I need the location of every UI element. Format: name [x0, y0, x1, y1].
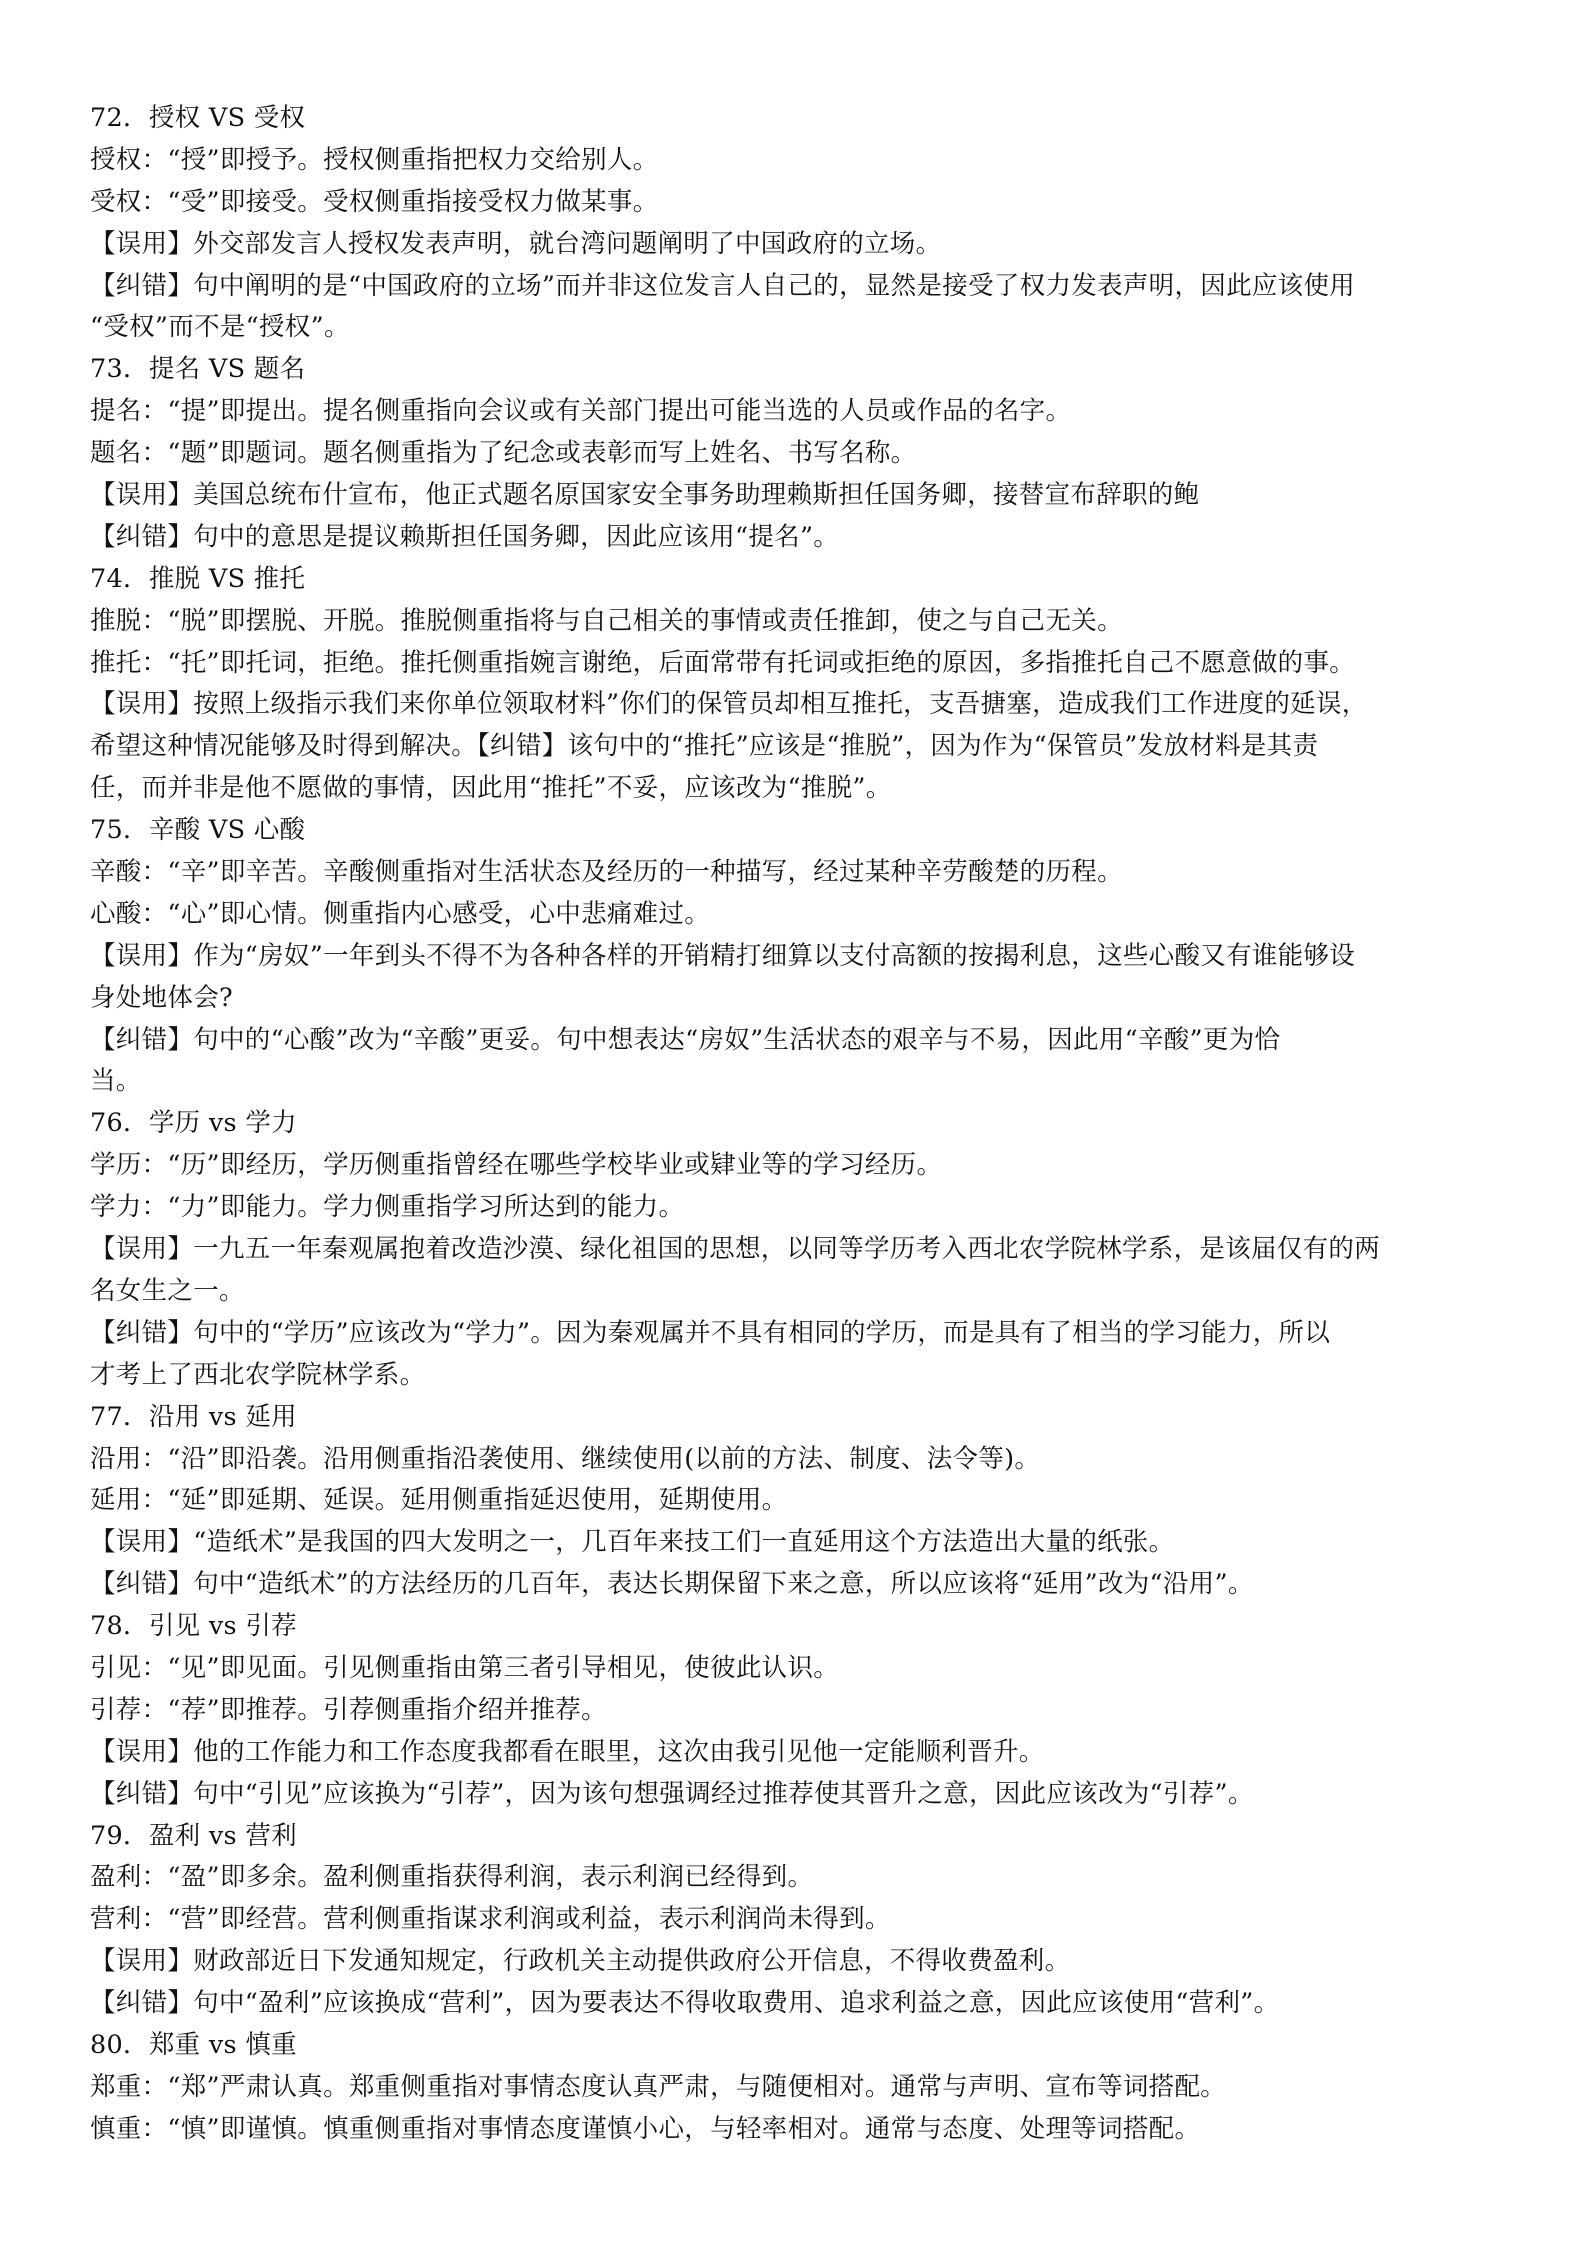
text-line: 【纠错】句中“造纸术”的方法经历的几百年，表达长期保留下来之意，所以应该将“延用”改为“沿用”。	[90, 1569, 1254, 1600]
text-line: 辛酸：“辛”即辛苦。辛酸侧重指对生活状态及经历的一种描写，经过某种辛劳酸楚的历程。	[90, 857, 1123, 888]
text-line: 【误用】他的工作能力和工作态度我都看在眼里，这次由我引见他一定能顺利晋升。	[90, 1736, 1045, 1767]
text-line: 【误用】一九五一年秦观属抱着改造沙漠、绿化祖国的思想，以同等学历考入西北农学院林学系，是该届仅有的两	[90, 1234, 1381, 1265]
section-heading: 75．辛酸 VS 心酸	[90, 815, 306, 846]
text-line: 【纠错】句中“盈利”应该换成“营利”，因为要表达不得收取费用、追求利益之意，因此应该使用“营利”。	[90, 1988, 1280, 2019]
section-heading: 73．提名 VS 题名	[90, 354, 306, 385]
section-heading: 76．学历 vs 学力	[90, 1108, 297, 1139]
section-heading: 79．盈利 vs 营利	[90, 1820, 297, 1851]
text-line: 【误用】“造纸术”是我国的四大发明之一，几百年来技工们一直延用这个方法造出大量的纸张。	[90, 1527, 1175, 1558]
text-line: 身处地体会?	[90, 982, 233, 1013]
text-line: 郑重：“郑”严肃认真。郑重侧重指对事情态度认真严肃，与随便相对。通常与声明、宣布等词搭配。	[90, 2071, 1227, 2102]
text-line: 希望这种情况能够及时得到解决。【纠错】该句中的“推托”应该是“推脱”，因为作为“保管员”发放材料是其责	[90, 731, 1319, 762]
text-line: 【误用】财政部近日下发通知规定，行政机关主动提供政府公开信息，不得收费盈利。	[90, 1946, 1071, 1977]
document-body	[90, 98, 1510, 2151]
text-line: 名女生之一。	[90, 1275, 245, 1306]
text-line: 引荐：“荐”即推荐。引荐侧重指介绍并推荐。	[90, 1694, 607, 1725]
text-line: 受权：“受”即接受。受权侧重指接受权力做某事。	[90, 186, 659, 217]
text-line: 【纠错】句中的“心酸”改为“辛酸”更妥。句中想表达“房奴”生活状态的艰辛与不易，因此用“辛酸”更为恰	[90, 1024, 1281, 1055]
text-line: 提名：“提”即提出。提名侧重指向会议或有关部门提出可能当选的人员或作品的名字。	[90, 396, 1072, 427]
section-heading: 78．引见 vs 引荐	[90, 1611, 297, 1642]
text-line: 营利：“营”即经营。营利侧重指谋求利润或利益，表示利润尚未得到。	[90, 1904, 891, 1935]
section-heading: 77．沿用 vs 延用	[90, 1401, 297, 1432]
text-line: 引见：“见”即见面。引见侧重指由第三者引导相见，使彼此认识。	[90, 1652, 840, 1683]
text-line: 延用：“延”即延期、延误。延用侧重指延迟使用，延期使用。	[90, 1485, 788, 1516]
text-line: 授权：“授”即授予。授权侧重指把权力交给别人。	[90, 144, 659, 175]
text-line: 【纠错】句中的“学历”应该改为“学力”。因为秦观属并不具有相同的学历，而是具有了相当的学习能力，所以	[90, 1317, 1331, 1348]
section-heading: 74．推脱 VS 推托	[90, 563, 306, 594]
text-line: 【误用】按照上级指示我们来你单位领取材料”你们的保管员却相互推托，支吾搪塞，造成我们工作进度的延误，	[90, 689, 1368, 720]
text-line: 当。	[90, 1066, 142, 1097]
text-line: 推托：“托”即托词，拒绝。推托侧重指婉言谢绝，后面常带有托词或拒绝的原因，多指推托自己不愿意做的事。	[90, 647, 1356, 678]
section-heading: 80．郑重 vs 慎重	[90, 2029, 297, 2060]
text-line: 推脱：“脱”即摆脱、开脱。推脱侧重指将与自己相关的事情或责任推卸，使之与自己无关。	[90, 605, 1123, 636]
text-line: 沿用：“沿”即沿袭。沿用侧重指沿袭使用、继续使用(以前的方法、制度、法令等)。	[90, 1443, 1041, 1474]
text-line: 【纠错】句中“引见”应该换为“引荐”，因为该句想强调经过推荐使其晋升之意，因此应该改为“引荐”。	[90, 1778, 1254, 1809]
text-line: 学历：“历”即经历，学历侧重指曾经在哪些学校毕业或肄业等的学习经历。	[90, 1150, 943, 1181]
text-line: 【纠错】句中的意思是提议赖斯担任国务卿，因此应该用“提名”。	[90, 521, 840, 552]
text-line: 题名：“题”即题词。题名侧重指为了纪念或表彰而写上姓名、书写名称。	[90, 438, 917, 469]
text-line: 心酸：“心”即心情。侧重指内心感受，心中悲痛难过。	[90, 898, 711, 929]
text-line: 任，而并非是他不愿做的事情，因此用“推托”不妥，应该改为“推脱”。	[90, 773, 892, 804]
text-line: 【误用】作为“房奴”一年到头不得不为各种各样的开销精打细算以支付高额的按揭利息，这些心酸又有谁能够设	[90, 940, 1356, 971]
text-line: 【误用】美国总统布什宣布，他正式题名原国家安全事务助理赖斯担任国务卿，接替宣布辞职的鲍	[90, 480, 1200, 511]
text-line: 【误用】外交部发言人授权发表声明，就台湾问题阐明了中国政府的立场。	[90, 228, 942, 259]
text-line: 学力：“力”即能力。学力侧重指学习所达到的能力。	[90, 1192, 685, 1223]
text-line: 慎重：“慎”即谨慎。慎重侧重指对事情态度谨慎小心，与轻率相对。通常与态度、处理等词搭配。	[90, 2113, 1201, 2144]
text-line: “受权”而不是“授权”。	[90, 312, 350, 343]
text-line: 才考上了西北农学院林学系。	[90, 1359, 426, 1390]
section-heading: 72．授权 VS 受权	[90, 103, 306, 133]
text-line: 【纠错】句中阐明的是“中国政府的立场”而并非这位发言人自己的，显然是接受了权力发表声明，因此应该使用	[90, 270, 1356, 301]
text-line: 盈利：“盈”即多余。盈利侧重指获得利润，表示利润已经得到。	[90, 1862, 814, 1893]
